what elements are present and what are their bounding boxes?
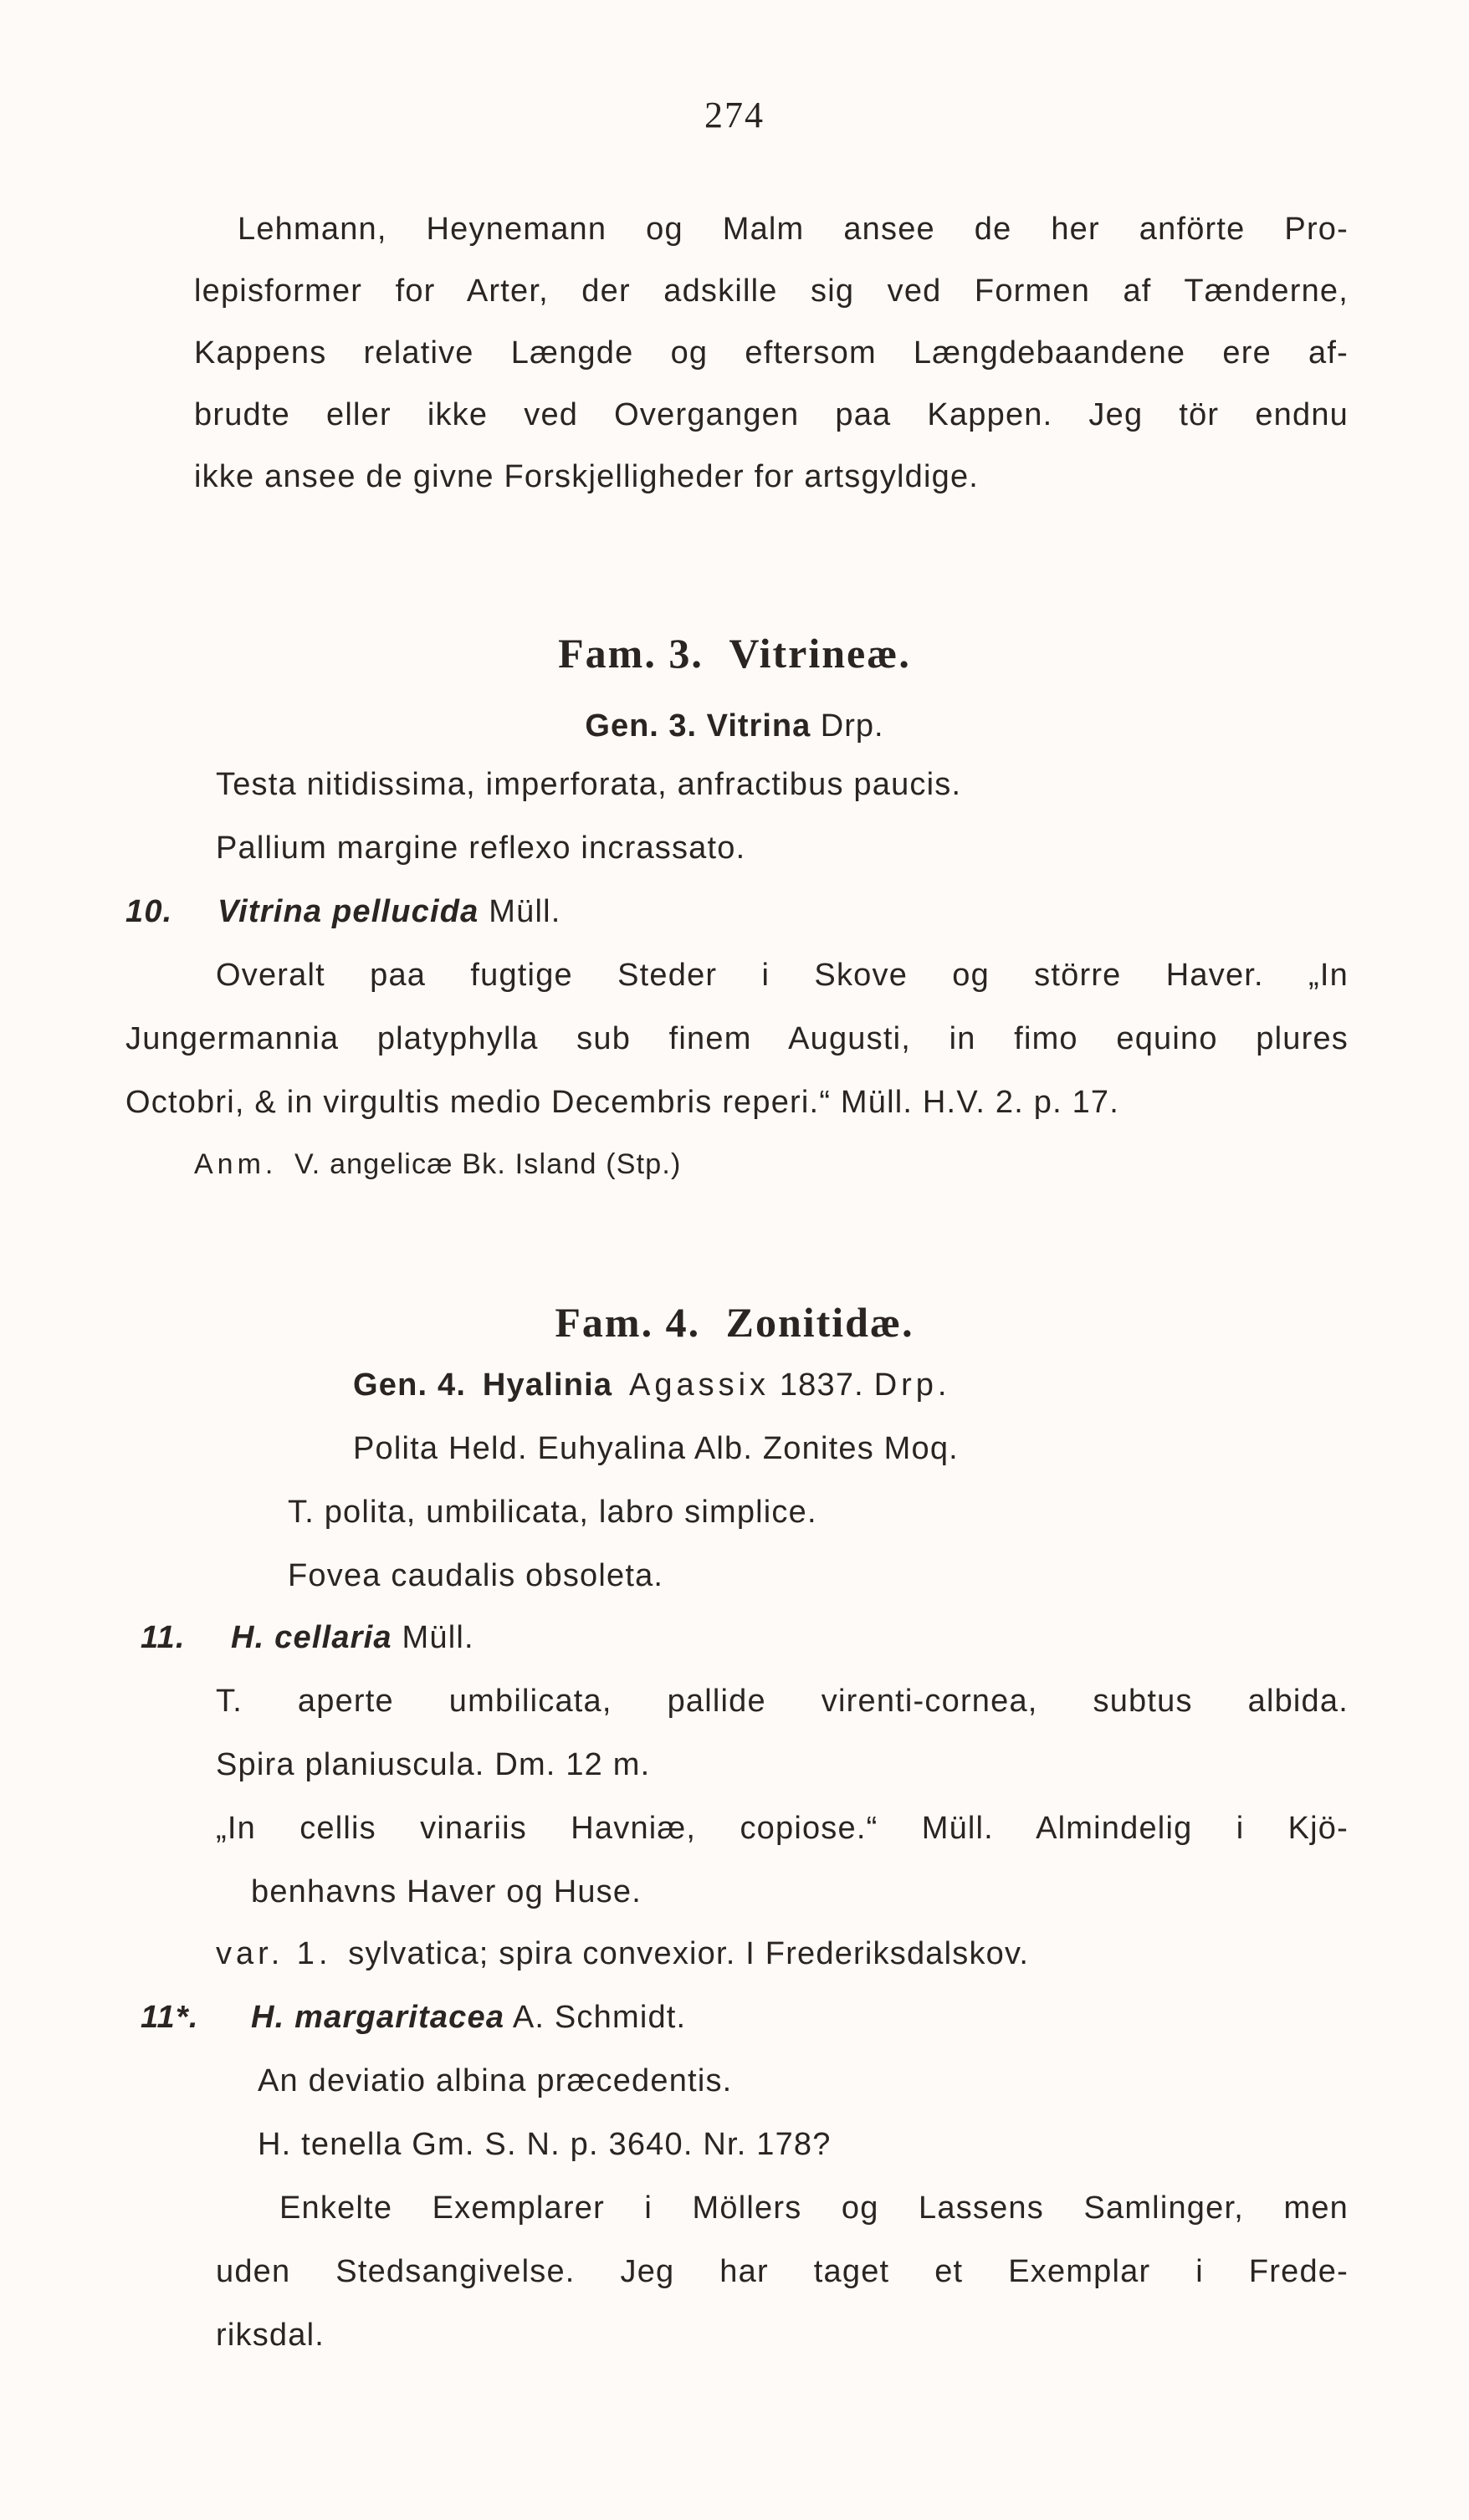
genus-author: Drp. xyxy=(820,708,884,744)
family-name: Zonitidæ. xyxy=(725,1299,914,1346)
genus-ref: Drp. xyxy=(873,1367,951,1403)
genus-desc-line-1: Testa nitidissima, imperforata, anfractibus paucis. xyxy=(216,767,962,802)
species-name: H. margaritacea xyxy=(251,2000,505,2035)
species-11b-text-line-5: riksdal. xyxy=(216,2318,325,2353)
species-10-heading xyxy=(125,893,561,930)
family-heading-vitrineae xyxy=(0,629,1469,677)
species-11-heading xyxy=(141,1619,474,1656)
species-10-text-line-3: Octobri, & in virgultis medio Decembris reperi.“ Müll. H.V. 2. p. 17. xyxy=(125,1085,1120,1120)
page-number: 274 xyxy=(704,95,765,135)
genus-synonyms: Polita Held. Euhyalina Alb. Zonites Moq. xyxy=(353,1431,959,1466)
family-label: Fam. xyxy=(558,630,657,677)
species-number: 11. xyxy=(141,1620,186,1655)
family-name: Vitrineæ. xyxy=(729,630,911,677)
species-author: Müll. xyxy=(489,894,561,929)
species-author: Müll. xyxy=(402,1620,474,1655)
genus-heading-hyalinia xyxy=(353,1367,950,1403)
species-11-text-line-4: benhavns Haver og Huse. xyxy=(251,1874,642,1909)
species-11-text-line-2: Spira planiuscula. Dm. 12 m. xyxy=(216,1747,651,1782)
species-10-text-line-1: Overalt paa fugtige Steder i Skove og större Haver. „In xyxy=(216,958,1349,993)
species-11-text-line-1: T. aperte umbilicata, pallide virenti-cornea, subtus albida. xyxy=(216,1684,1349,1719)
variety-text: sylvatica; spira convexior. I Frederiksdalskov. xyxy=(348,1936,1030,1971)
species-10-anm xyxy=(194,1146,682,1183)
species-name: Vitrina pellucida xyxy=(218,894,479,929)
genus-desc-line-1: T. polita, umbilicata, labro simplice. xyxy=(288,1495,817,1530)
intro-line-5: ikke ansee de givne Forskjelligheder for artsgyldige. xyxy=(194,459,980,494)
genus-desc-line-2: Pallium margine reflexo incrassato. xyxy=(216,831,746,866)
species-11b-heading xyxy=(141,1999,686,2036)
species-name: H. cellaria xyxy=(231,1620,392,1655)
genus-year: 1837. xyxy=(779,1367,864,1403)
species-number: 11*. xyxy=(141,2000,199,2035)
variety-label: var. 1. xyxy=(216,1936,332,1971)
species-11b-text-line-1: An deviatio albina præcedentis. xyxy=(258,2063,733,2098)
species-author: A. Schmidt. xyxy=(512,2000,687,2035)
family-number: 4. xyxy=(665,1299,701,1346)
family-number: 3. xyxy=(668,630,704,677)
genus-label: Gen. 4. xyxy=(353,1367,467,1403)
species-11b-text-line-2: H. tenella Gm. S. N. p. 3640. Nr. 178? xyxy=(258,2127,832,2162)
species-11b-text-line-4: uden Stedsangivelse. Jeg har taget et Exemplar i Frede- xyxy=(216,2254,1349,2289)
intro-line-2: lepisformer for Arter, der adskille sig ved Formen af Tænderne, xyxy=(194,273,1349,309)
intro-line-3: Kappens relative Længde og eftersom Længdebaandene ere af- xyxy=(194,335,1349,371)
genus-desc-line-2: Fovea caudalis obsoleta. xyxy=(288,1558,664,1593)
anm-text: V. angelicæ Bk. Island (Stp.) xyxy=(294,1148,682,1180)
species-10-text-line-2: Jungermannia platyphylla sub finem Augusti, in fimo equino plures xyxy=(125,1021,1349,1056)
species-11-text-line-3: „In cellis vinariis Havniæ, copiose.“ Müll. Almindelig i Kjö- xyxy=(216,1811,1349,1846)
genus-heading-vitrina xyxy=(0,708,1469,744)
intro-line-4: brudte eller ikke ved Overgangen paa Kappen. Jeg tör endnu xyxy=(194,397,1349,432)
genus-label: Gen. 3. xyxy=(585,708,698,744)
family-heading-zonitidae xyxy=(0,1298,1469,1347)
family-label: Fam. xyxy=(555,1299,654,1346)
anm-label: Anm. xyxy=(194,1148,278,1180)
species-number: 10. xyxy=(125,894,173,929)
species-11-variety xyxy=(216,1935,1029,1972)
intro-line-1: Lehmann, Heynemann og Malm ansee de her anförte Pro- xyxy=(238,212,1349,247)
genus-author: Agassix xyxy=(629,1367,770,1403)
species-11b-text-line-3: Enkelte Exemplarer i Möllers og Lassens Samlinger, men xyxy=(279,2190,1349,2226)
genus-name: Vitrina xyxy=(706,708,811,744)
genus-name: Hyalinia xyxy=(482,1367,613,1403)
